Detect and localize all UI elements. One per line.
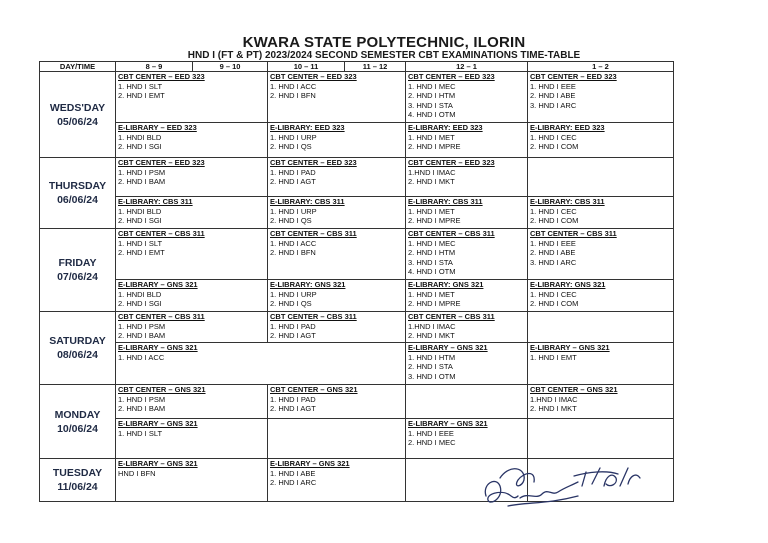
empty-cell [528,419,674,459]
class-item: 1. HND I SLT [118,238,163,248]
venue-course-heading: CBT CENTER – CBS 311 [270,229,357,238]
cell-content [528,280,673,309]
cell-content [268,72,405,101]
exam-cell [116,312,268,343]
exam-cell [406,72,528,123]
class-item: 1. HND I MET [408,132,455,142]
empty-cell [406,385,528,419]
class-item: 4. HND I OTM [408,267,456,276]
venue-course-heading: E-LIBRARY – GNS 321 [408,343,488,352]
day-name: TUESDAY [52,467,103,479]
class-item: 1. HND I CEC [530,289,577,299]
class-item: 3. HND I ARC [530,257,577,267]
venue-course-heading: CBT CENTER – EED 323 [270,72,357,81]
class-item: 3. HND I OTM [408,371,456,381]
day-date: 06/06/24 [57,194,98,206]
class-item: 2. HND I SGI [118,142,162,151]
exam-cell [116,158,268,197]
class-item: 2. HND I STA [408,362,453,371]
day-date: 07/06/24 [57,271,98,283]
table-row [40,419,674,459]
exam-cell [116,280,268,312]
exam-cell [268,72,406,123]
exam-cell [528,72,674,123]
cell-content [406,419,527,448]
cell-content [528,72,673,110]
venue-course-heading: E-LIBRARY: GNS 321 [408,280,484,289]
class-item: 2. HND I AGT [270,331,316,340]
class-item: 2. HND I QS [270,142,312,151]
empty-cell [528,312,674,343]
exam-cell [116,197,268,229]
class-item: 2. HND I ARC [270,478,317,487]
class-item: 1. HND I HTM [408,352,456,362]
empty-cell [268,419,406,459]
class-item: 2. HND I ABE [530,248,576,257]
day-cell-wed [40,72,116,158]
table-row [40,72,674,123]
venue-course-heading: CBT CENTER – GNS 321 [270,385,358,394]
class-item: 1. HND I EMT [530,352,577,362]
venue-course-heading: E-LIBRARY: GNS 321 [530,280,606,289]
exam-cell [116,385,268,419]
venue-course-heading: E-LIBRARY – GNS 321 [118,343,198,352]
class-item: 2. HND I MEC [408,438,456,447]
cell-content [406,280,527,309]
table-row [40,385,674,419]
venue-course-heading: E-LIBRARY: EED 323 [270,123,345,132]
class-item: 1. HND I PSM [118,394,166,404]
venue-course-heading: E-LIBRARY – GNS 321 [118,419,198,428]
day-date: 10/06/24 [57,422,98,435]
class-item: 1. HND I PAD [270,167,316,177]
venue-course-heading: CBT CENTER – CBS 311 [118,312,205,321]
class-item: 1. HND I URP [270,132,317,142]
cell-content [406,312,527,341]
class-item: 1. HND I MEC [408,81,456,91]
cell-content [406,229,527,277]
exam-cell [116,343,406,385]
day-name: FRIDAY [58,257,97,269]
class-item: 3. HND I STA [408,100,453,110]
exam-cell [268,158,406,197]
venue-course-heading: CBT CENTER – EED 323 [408,72,495,81]
class-item: 2. HND I BAM [118,404,166,413]
table-row [40,343,674,385]
venue-course-heading: E-LIBRARY – GNS 321 [118,459,198,468]
class-item: 1. HND I URP [270,206,317,216]
venue-course-heading: CBT CENTER – CBS 311 [408,312,495,321]
class-item: 2. HND I AGT [270,404,316,413]
class-item: 2. HND I MPRE [408,142,461,151]
class-item: 1.HND I IMAC [408,321,456,331]
cell-content [116,419,267,438]
cell-content [116,343,405,362]
cell-content [116,385,267,414]
venue-course-heading: E-LIBRARY: CBS 311 [530,197,605,206]
cell-content [116,72,267,101]
class-item: 2. HND I BAM [118,177,166,186]
venue-course-heading: E-LIBRARY: EED 323 [530,123,605,132]
exam-cell [406,312,528,343]
cell-content [528,197,673,226]
class-item: 2. HND I BFN [270,248,316,257]
venue-course-heading: E-LIBRARY: CBS 311 [270,197,345,206]
header-day-time: DAY/TIME [40,62,116,72]
day-name: THURSDAY [48,180,107,192]
cell-content [406,343,527,381]
class-item: 1. HND I MET [408,206,455,216]
cell-content [116,459,267,478]
exam-cell [268,229,406,280]
header-row [40,62,674,72]
exam-cell [116,459,268,502]
table-row [40,197,674,229]
class-item: 1. HND I CEC [530,206,577,216]
table-row [40,280,674,312]
venue-course-heading: E-LIBRARY: CBS 311 [118,197,193,206]
class-item: 1. HND I URP [270,289,317,299]
venue-course-heading: CBT CENTER – EED 323 [530,72,617,81]
class-item: 1. HND I ACC [270,238,317,248]
class-item: 2. HND I COM [530,142,579,151]
table-row [40,123,674,158]
day-date: 08/06/24 [57,349,98,361]
class-item: 4. HND I OTM [408,110,456,119]
exam-cell [116,72,268,123]
class-item: 1. HND I MET [408,289,455,299]
exam-cell [528,385,674,419]
document-title: KWARA STATE POLYTECHNIC, ILORIN [242,34,526,51]
venue-course-heading: E-LIBRARY – GNS 321 [408,419,488,428]
class-item: 1.HND I IMAC [530,394,578,404]
class-item: 1. HND I PSM [118,321,166,331]
cell-content [268,158,405,187]
class-item: 1. HND I MEC [408,238,456,248]
cell-content [406,72,527,120]
class-item: 1. HND I ACC [118,352,165,362]
class-item: 1. HNDI BLD [118,206,162,216]
class-item: HND I BFN [118,468,156,478]
class-item: 1. HND I EEE [530,238,576,248]
venue-course-heading: E-LIBRARY – GNS 321 [270,459,350,468]
cell-content [268,312,405,341]
venue-course-heading: CBT CENTER – CBS 311 [118,229,205,238]
class-item: 1. HNDI BLD [118,132,162,142]
venue-course-heading: E-LIBRARY – EED 323 [118,123,197,132]
exam-cell [406,158,528,197]
exam-cell [406,280,528,312]
header-11-12: 11 – 12 [345,62,406,72]
exam-cell [268,459,406,502]
class-item: 1. HND I ACC [270,81,317,91]
exam-cell [268,197,406,229]
exam-cell [116,123,268,158]
cell-content [116,158,267,187]
class-item: 1. HND I PAD [270,321,316,331]
exam-cell [268,280,406,312]
class-item: 2. HND I AGT [270,177,316,186]
venue-course-heading: E-LIBRARY: GNS 321 [270,280,346,289]
cell-content [268,123,405,152]
class-item: 1. HND I CEC [530,132,577,142]
venue-course-heading: CBT CENTER – GNS 321 [118,385,206,394]
exam-cell [268,385,406,419]
day-cell-mon [40,385,116,459]
cell-content [528,385,673,414]
class-item: 2. HND I SGI [118,299,162,308]
day-cell-thu [40,158,116,229]
venue-course-heading: CBT CENTER – CBS 311 [530,229,617,238]
table-row [40,158,674,197]
class-item: 3. HND I ARC [530,100,577,110]
class-item: 1. HND I SLT [118,81,163,91]
class-item: 2. HND I BFN [270,91,316,100]
class-item: 2. HND I SGI [118,216,162,225]
class-item: 2. HND I QS [270,299,312,308]
cell-content [116,280,267,309]
handwritten-signature [478,456,648,516]
class-item: 2. HND I ABE [530,91,576,100]
exam-cell [406,197,528,229]
exam-cell [406,123,528,158]
cell-content [116,197,267,226]
header-12-1: 12 – 1 [406,62,528,72]
exam-cell [268,312,406,343]
class-item: 2. HND I EMT [118,248,165,257]
class-item: 1. HNDI BLD [118,289,162,299]
cell-content [116,312,267,341]
venue-course-heading: E-LIBRARY – GNS 321 [530,343,610,352]
cell-content [528,229,673,267]
class-item: 2. HND I QS [270,216,312,225]
venue-course-heading: CBT CENTER – EED 323 [118,158,205,167]
class-item: 2. HND I BAM [118,331,166,340]
day-name: WEDS'DAY [49,101,106,114]
venue-course-heading: CBT CENTER – EED 323 [270,158,357,167]
class-item: 2. HND I EMT [118,91,165,100]
class-item: 1. HND I EEE [408,428,454,438]
exam-timetable [39,61,674,502]
class-item: 3. HND I STA [408,257,453,267]
class-item: 2. HND I HTM [408,91,456,100]
day-date: 11/06/24 [57,481,98,493]
exam-cell [406,343,528,385]
header-8-9: 8 – 9 [116,62,193,72]
day-cell-fri [40,229,116,312]
exam-cell [268,123,406,158]
cell-content [268,280,405,309]
cell-content [268,385,405,414]
exam-cell [406,229,528,280]
empty-cell [528,158,674,197]
table-row [40,229,674,280]
document-subtitle: HND I (FT & PT) 2023/2024 SECOND SEMESTER CBT EXAMINATIONS TIME-TABLE [187,50,581,61]
venue-course-heading: CBT CENTER – GNS 321 [530,385,618,394]
class-item: 1. HND I EEE [530,81,576,91]
class-item: 1. HND I PAD [270,394,316,404]
venue-course-heading: E-LIBRARY: EED 323 [408,123,483,132]
exam-cell [406,419,528,459]
exam-cell [528,197,674,229]
venue-course-heading: CBT CENTER – CBS 311 [408,229,495,238]
day-cell-sat [40,312,116,385]
class-item: 2. HND I HTM [408,248,456,257]
venue-course-heading: CBT CENTER – EED 323 [408,158,495,167]
cell-content [406,197,527,226]
class-item: 2. HND I MKT [530,404,577,413]
table-row [40,312,674,343]
class-item: 1. HND I PSM [118,167,166,177]
header-1-2: 1 – 2 [528,62,674,72]
cell-content [406,158,527,187]
exam-cell [528,229,674,280]
exam-cell [528,343,674,385]
class-item: 2. HND I MPRE [408,216,461,225]
header-9-10: 9 – 10 [193,62,268,72]
class-item: 1.HND I IMAC [408,167,456,177]
venue-course-heading: E-LIBRARY – GNS 321 [118,280,198,289]
class-item: 2. HND I COM [530,299,579,308]
cell-content [406,123,527,152]
venue-course-heading: CBT CENTER – EED 323 [118,72,205,81]
cell-content [528,123,673,152]
class-item: 2. HND I MKT [408,177,455,186]
exam-cell [528,123,674,158]
cell-content [116,229,267,258]
exam-cell [528,280,674,312]
cell-content [268,229,405,258]
class-item: 2. HND I COM [530,216,579,225]
day-cell-tue [40,459,116,502]
class-item: 2. HND I MPRE [408,299,461,308]
day-date: 05/06/24 [57,115,98,128]
class-item: 1. HND I SLT [118,428,163,438]
day-name: MONDAY [54,408,101,421]
cell-content [116,123,267,152]
venue-course-heading: CBT CENTER – CBS 311 [270,312,357,321]
class-item: 1. HND I ABE [270,468,316,478]
exam-cell [116,229,268,280]
class-item: 2. HND I MKT [408,331,455,340]
cell-content [268,459,405,488]
cell-content [268,197,405,226]
day-name: SATURDAY [49,335,106,347]
exam-cell [116,419,268,459]
header-10-11: 10 – 11 [268,62,345,72]
venue-course-heading: E-LIBRARY: CBS 311 [408,197,483,206]
cell-content [528,343,673,362]
